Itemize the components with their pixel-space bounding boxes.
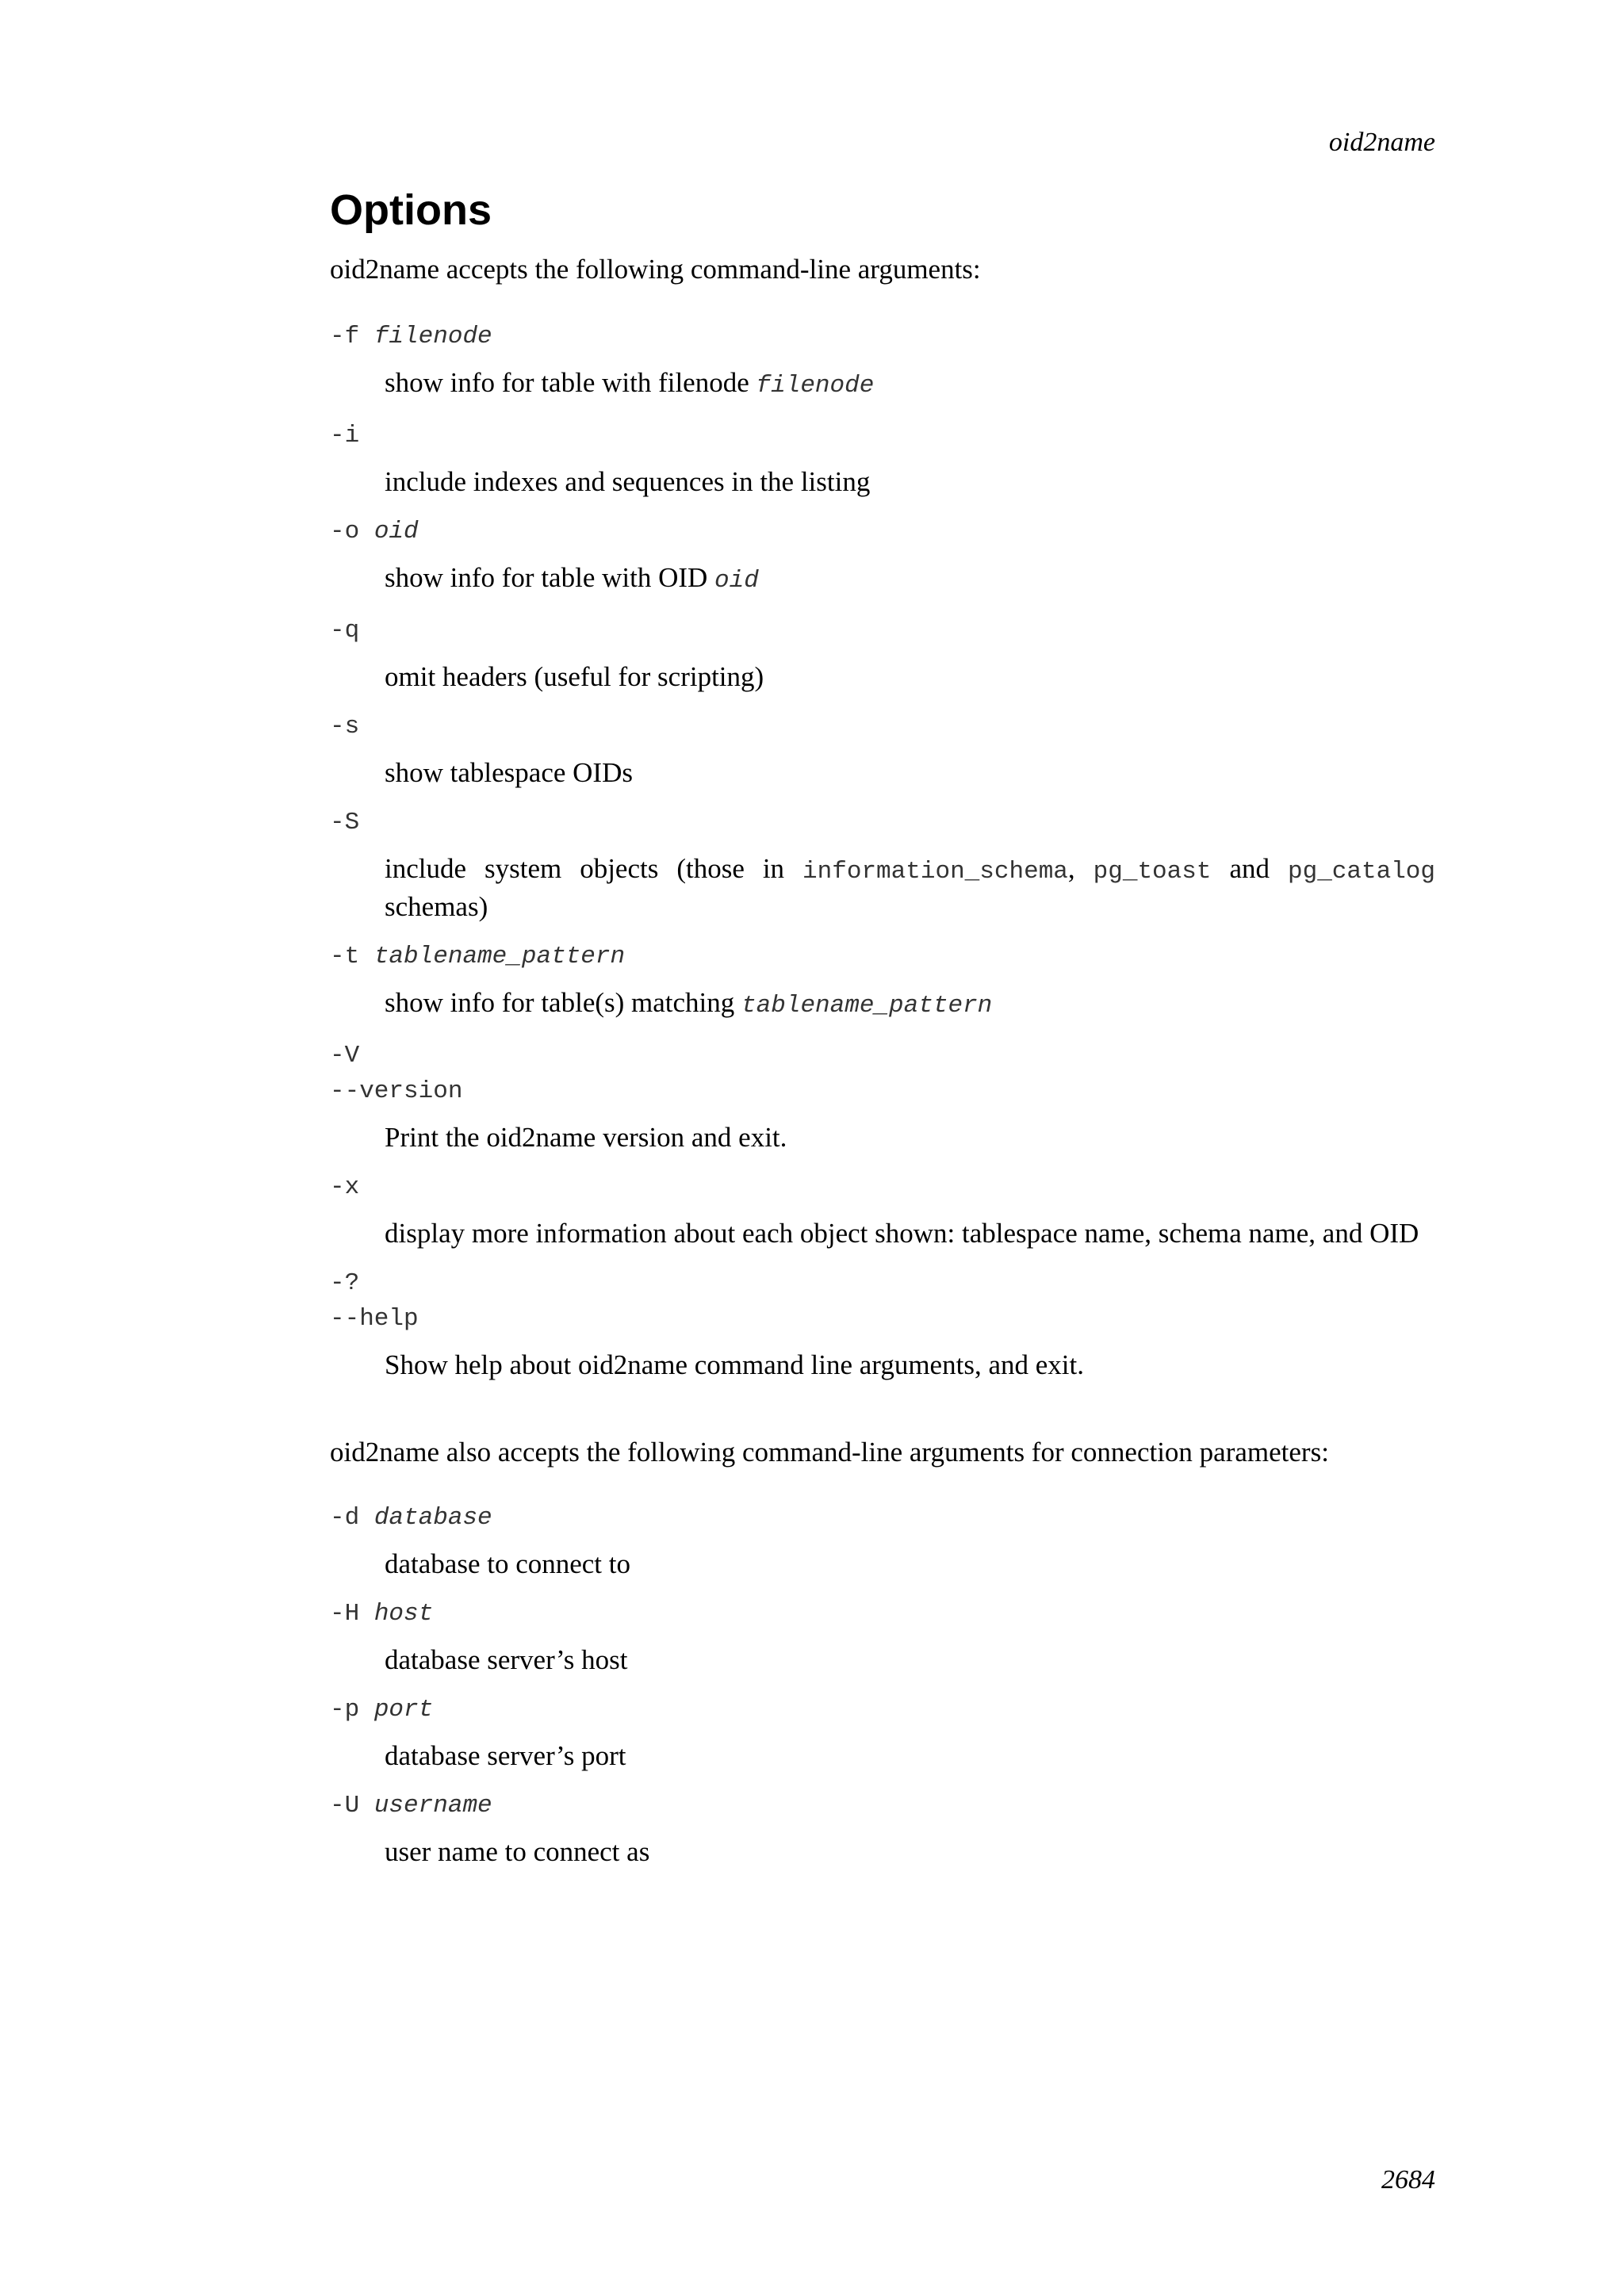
option-desc: display more information about each object shown: tablespace name, schema name, and OID [385, 1218, 1419, 1249]
option-flag: -o [330, 518, 360, 545]
option-desc-code: filenode [756, 372, 875, 400]
option-flag: -S [330, 809, 360, 836]
option-arg: port [373, 1696, 434, 1724]
option-desc: Show help about oid2name command line arguments, and exit. [385, 1349, 1084, 1380]
options-list [330, 319, 1435, 1383]
option-arg: database [373, 1504, 492, 1532]
option-arg: oid [373, 518, 419, 545]
option-desc: database server’s port [385, 1740, 626, 1771]
option-desc-code: oid [714, 567, 759, 595]
option-arg: host [373, 1600, 434, 1628]
option-term [330, 319, 1435, 354]
option-term-long [330, 1073, 1435, 1109]
option-term [330, 1038, 1435, 1073]
option-term-long [330, 1301, 1435, 1337]
option-term [330, 418, 1435, 453]
option-flag: -t [330, 943, 360, 970]
option-desc: database server’s host [385, 1644, 628, 1675]
option-arg: filenode [373, 323, 492, 350]
option-desc: include system objects (those in information_schema, pg_toast and pg_catalog schemas) [385, 853, 1436, 922]
option-term [330, 613, 1435, 649]
option-arg: username [373, 1792, 492, 1820]
option-flag: -H [330, 1600, 360, 1628]
option-flag-long: --help [330, 1305, 419, 1333]
option-desc: user name to connect as [385, 1836, 650, 1867]
option-flag: -U [330, 1792, 360, 1820]
option-desc: include indexes and sequences in the listing [385, 466, 871, 497]
option-term [330, 1692, 1435, 1728]
connection-intro: oid2name also accepts the following command-line arguments for connection parameters: [330, 1437, 1329, 1468]
option-flag-long: --version [330, 1077, 463, 1105]
option-flag: -p [330, 1696, 360, 1724]
option-term [330, 1788, 1435, 1823]
option-term [330, 1500, 1435, 1536]
option-desc-code: information_schema [802, 858, 1068, 886]
options-intro: oid2name accepts the following command-line arguments: [330, 254, 981, 285]
option-flag: -s [330, 713, 360, 740]
option-term [330, 1169, 1435, 1205]
option-desc: show info for table(s) matching tablename_pattern [385, 987, 993, 1020]
option-desc-code: pg_toast [1093, 858, 1212, 886]
option-flag: -f [330, 323, 360, 350]
option-term [330, 1596, 1435, 1632]
option-term [330, 805, 1435, 840]
option-desc-code: pg_catalog [1287, 858, 1436, 886]
running-header [330, 127, 1435, 159]
option-desc: show info for table with filenode filenode [385, 367, 875, 400]
option-desc: database to connect to [385, 1548, 631, 1579]
running-header-title: oid2name [1328, 128, 1435, 157]
option-desc: omit headers (useful for scripting) [385, 661, 764, 692]
option-flag: -x [330, 1173, 360, 1201]
option-flag: -? [330, 1269, 360, 1297]
option-term [330, 939, 1435, 974]
option-flag: -d [330, 1504, 360, 1532]
option-desc-code: tablename_pattern [741, 992, 993, 1020]
option-desc: show info for table with OID oid [385, 562, 759, 595]
page-number: 2684 [1381, 2165, 1435, 2195]
option-flag: -i [330, 422, 360, 450]
option-arg: tablename_pattern [373, 943, 626, 970]
page-content [330, 182, 1435, 1869]
option-term [330, 514, 1435, 549]
option-flag: -q [330, 617, 360, 645]
option-desc: show tablespace OIDs [385, 757, 633, 788]
option-desc: Print the oid2name version and exit. [385, 1122, 787, 1153]
connection-options-list [330, 1500, 1435, 1869]
option-flag: -V [330, 1042, 360, 1070]
option-term [330, 709, 1435, 744]
section-heading: Options [330, 186, 492, 234]
option-term [330, 1265, 1435, 1301]
